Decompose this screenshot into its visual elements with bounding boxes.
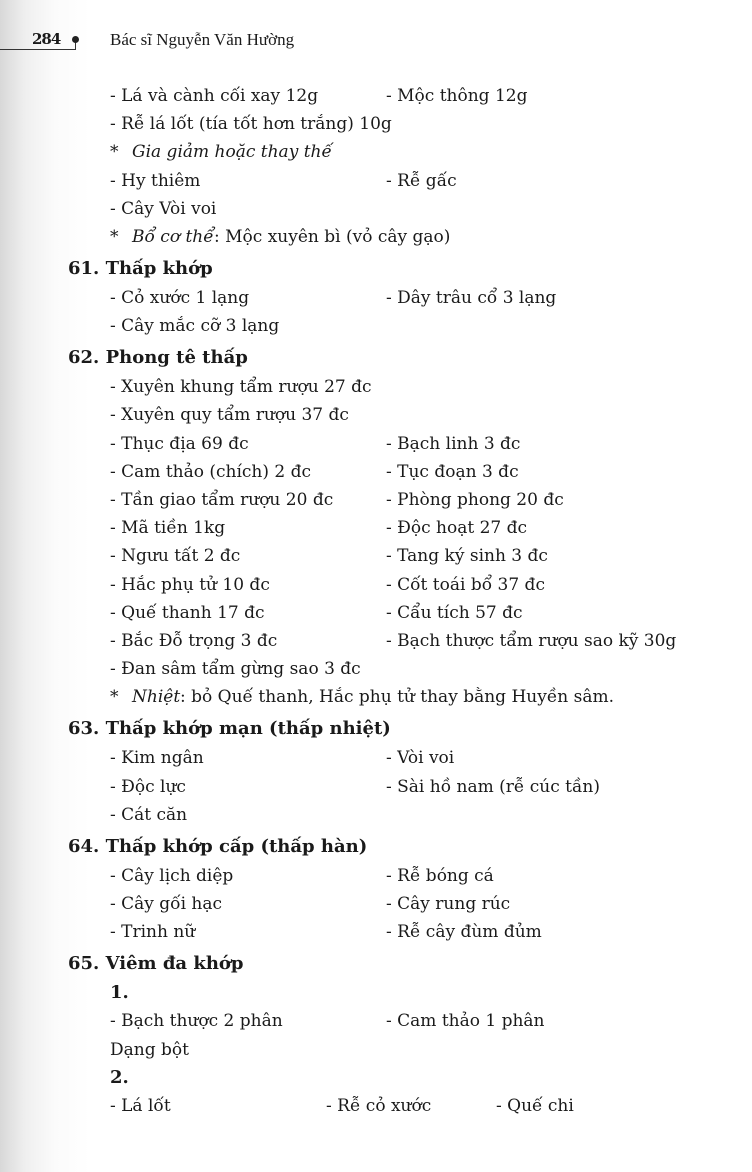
ingredient-item: - Kim ngân: [110, 748, 204, 769]
ingredient-item: - Trinh nữ: [110, 922, 196, 943]
ingredient-item: - Xuyên khung tẩm rượu 27 đc: [110, 377, 372, 398]
ingredient-item: - Cát căn: [110, 804, 188, 825]
ingredient-row: [0, 313, 752, 339]
note-line: [0, 224, 752, 250]
ingredient-row: [0, 196, 752, 222]
ingredient-item: - Sài hồ nam (rễ cúc tần): [386, 776, 600, 797]
note-line: [0, 684, 752, 710]
ingredient-item: - Xuyên quy tẩm rượu 37 đc: [110, 405, 349, 426]
section-heading: [0, 256, 752, 282]
ingredient-item: - Cây lịch diệp: [110, 865, 234, 886]
ingredient-row: [0, 487, 752, 513]
ingredient-row: [0, 919, 752, 945]
running-header-author: Bác sĩ Nguyễn Văn Hường: [110, 30, 295, 49]
section-title: 63. Thấp khớp mạn (thấp nhiệt): [68, 718, 391, 740]
ingredient-item: - Quế thanh 17 đc: [110, 602, 265, 623]
note-label: Bổ cơ thể: [132, 227, 214, 247]
ingredient-row: [0, 656, 752, 682]
note-text: : Mộc xuyên bì (vỏ cây gạo): [214, 227, 451, 247]
ingredient-row: [0, 1008, 752, 1034]
section-heading: [0, 716, 752, 742]
ingredient-item: - Cây Vòi voi: [110, 198, 217, 219]
ingredient-row: [0, 285, 752, 311]
ingredient-row: [0, 745, 752, 771]
ingredient-row: [0, 628, 752, 654]
section-heading: [0, 345, 752, 371]
note-label: Gia giảm hoặc thay thế: [132, 142, 332, 163]
section-title: 64. Thấp khớp cấp (thấp hàn): [68, 835, 368, 857]
ingredient-item: - Dây trâu cổ 3 lạng: [386, 288, 557, 308]
ingredient-item: - Ngưu tất 2 đc: [110, 546, 241, 567]
section-heading: [0, 951, 752, 977]
note-star: *: [110, 142, 119, 163]
ingredient-item: - Tần giao tẩm rượu 20 đc: [110, 490, 334, 510]
ingredient-row: [0, 374, 752, 400]
section-title: 61. Thấp khớp: [68, 258, 213, 279]
ingredient-item: - Rễ cỏ xước: [326, 1096, 432, 1116]
ingredient-item: - Đan sâm tẩm gừng sao 3 đc: [110, 659, 361, 680]
section-title: 65. Viêm đa khớp: [68, 953, 244, 975]
section-heading: [0, 834, 752, 860]
ingredient-item: - Mã tiền 1kg: [110, 518, 226, 539]
ingredient-item: - Lá và cành cối xay 12g: [110, 86, 319, 106]
ingredient-item: - Cam thảo (chích) 2 đc: [110, 461, 312, 482]
ingredient-row: [0, 543, 752, 569]
ingredient-row: [0, 774, 752, 800]
subsection-label: 1.: [110, 982, 129, 1004]
ingredient-item: - Quế chi: [496, 1096, 574, 1116]
ingredient-item: - Bắc Đỗ trọng 3 đc: [110, 631, 278, 651]
ingredient-item: - Cốt toái bổ 37 đc: [386, 574, 545, 595]
ingredient-row: [0, 402, 752, 428]
ingredient-item: Dạng bột: [110, 1039, 189, 1060]
ingredient-row: [0, 459, 752, 485]
ingredient-row: [0, 83, 752, 109]
ingredient-item: - Mộc thông 12g: [386, 86, 528, 106]
ingredient-row: [0, 600, 752, 626]
subsection-number: [0, 980, 752, 1006]
ingredient-item: - Vòi voi: [386, 748, 455, 769]
ingredient-item: - Cỏ xước 1 lạng: [110, 288, 250, 308]
ingredient-item: - Cam thảo 1 phân: [386, 1011, 545, 1032]
ingredient-row: [0, 1093, 752, 1119]
header-rule: [0, 49, 76, 50]
ingredient-item: - Lá lốt: [110, 1096, 171, 1116]
ingredient-item: - Cây mắc cỡ 3 lạng: [110, 316, 280, 337]
ingredient-item: - Rễ lá lốt (tía tốt hơn trắng) 10g: [110, 114, 392, 135]
ingredient-row: [0, 572, 752, 598]
ingredient-item: - Hy thiêm: [110, 170, 201, 191]
note-star: *: [110, 687, 119, 708]
section-title: 62. Phong tê thấp: [68, 347, 248, 369]
note-label: Nhiệt: [132, 687, 181, 708]
ingredient-item: - Bạch linh 3 đc: [386, 433, 521, 454]
ingredient-row: [0, 802, 752, 828]
note-text: : bỏ Quế thanh, Hắc phụ tử thay bằng Huyền sâm.: [180, 687, 615, 708]
ingredient-item: - Cây rung rúc: [386, 894, 511, 914]
note-line: [0, 139, 752, 165]
ingredient-row: [0, 168, 752, 194]
ingredient-row: [0, 891, 752, 917]
ingredient-item: - Cẩu tích 57 đc: [386, 602, 523, 623]
ingredient-item: - Phòng phong 20 đc: [386, 490, 564, 510]
ingredient-item: - Rễ cây đùm đủm: [386, 922, 542, 943]
ingredient-item: - Tang ký sinh 3 đc: [386, 546, 548, 567]
ingredient-item: - Độc hoạt 27 đc: [386, 518, 528, 539]
subsection-label: 2.: [110, 1066, 129, 1088]
ingredient-row: [0, 515, 752, 541]
ingredient-item: - Hắc phụ tử 10 đc: [110, 574, 270, 595]
ingredient-item: - Tục đoạn 3 đc: [386, 461, 519, 482]
ingredient-item: - Thục địa 69 đc: [110, 433, 249, 454]
ingredient-item: - Độc lực: [110, 776, 186, 797]
ingredient-item: - Rễ bóng cá: [386, 865, 494, 886]
ingredient-row: [0, 863, 752, 889]
ingredient-item: - Rễ gấc: [386, 170, 457, 191]
header-dot-icon: [72, 36, 79, 43]
ingredient-row: [0, 1037, 752, 1063]
ingredient-item: - Cây gối hạc: [110, 894, 223, 914]
subsection-number: [0, 1065, 752, 1091]
ingredient-row: [0, 111, 752, 137]
ingredient-item: - Bạch thược tẩm rượu sao kỹ 30g: [386, 631, 677, 651]
note-star: *: [110, 227, 119, 247]
ingredient-row: [0, 431, 752, 457]
ingredient-item: - Bạch thược 2 phân: [110, 1011, 283, 1032]
page-number: 284: [32, 30, 61, 48]
